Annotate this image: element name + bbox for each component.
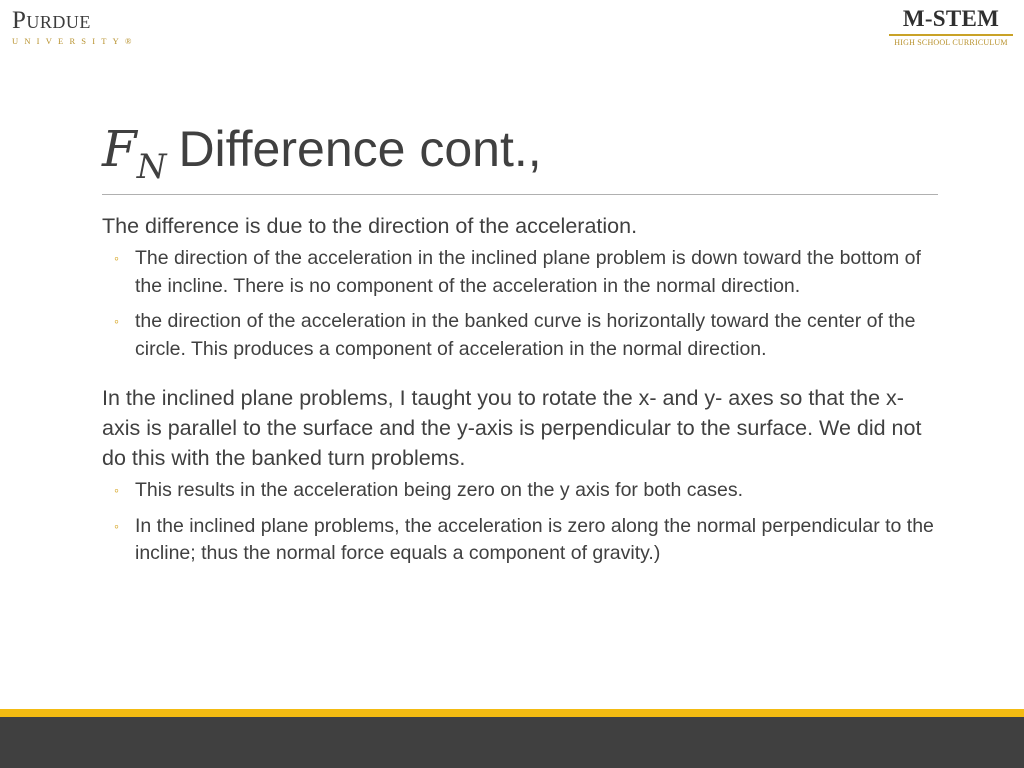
title-symbol: F xyxy=(102,120,137,178)
footer-bar xyxy=(0,717,1024,768)
purdue-logo-name: Purdue xyxy=(12,7,91,34)
bullet-item xyxy=(114,245,942,300)
footer-accent-bar xyxy=(0,709,1024,717)
bullet-item xyxy=(114,477,942,505)
mstem-logo xyxy=(889,6,1013,47)
bullet-icon: ◦ xyxy=(114,250,119,266)
bullet-item xyxy=(114,308,942,363)
title-divider xyxy=(102,194,938,195)
bullet-text: In the inclined plane problems, the acceleration is zero along the normal perpendicular to the incline; thus the normal force equals a component of gravity.) xyxy=(135,514,934,564)
slide-title xyxy=(102,114,542,190)
bullet-item xyxy=(114,513,942,568)
bullet-list-2 xyxy=(102,477,942,568)
mstem-logo-name: M-STEM xyxy=(902,6,1000,31)
paragraph-1: The difference is due to the direction of the acceleration. xyxy=(102,214,638,238)
paragraph-2: In the inclined plane problems, I taught you to rotate the x- and y- axes so that the x-axis is parallel to the surface and the y-axis is perpendicular to the surface. We did not do this with the banked turn problems. xyxy=(102,386,922,470)
bullet-icon: ◦ xyxy=(114,482,119,498)
mstem-logo-rule xyxy=(889,34,1013,36)
purdue-logo xyxy=(12,8,142,46)
bullet-text: The direction of the acceleration in the inclined plane problem is down toward the bottom of the incline. There is no component of the acceleration in the normal direction. xyxy=(135,247,921,297)
purdue-logo-sub-text: UNIVERSITY xyxy=(12,36,125,46)
purdue-logo-sub xyxy=(12,36,142,46)
bullet-icon: ◦ xyxy=(114,517,119,534)
bullet-text: the direction of the acceleration in the banked curve is horizontally toward the center of the circle. This produces a component of acceleration in the normal direction. xyxy=(135,310,916,360)
title-subscript: N xyxy=(136,147,167,187)
title-text: Difference cont., xyxy=(178,121,542,177)
bullet-icon: ◦ xyxy=(114,313,119,329)
slide-body xyxy=(102,211,942,576)
mstem-logo-sub: HIGH SCHOOL CURRICULUM xyxy=(894,38,1008,47)
purdue-logo-mark: ® xyxy=(125,36,138,46)
bullet-list-1 xyxy=(102,245,942,363)
bullet-text: This results in the acceleration being zero on the y axis for both cases. xyxy=(135,479,744,501)
